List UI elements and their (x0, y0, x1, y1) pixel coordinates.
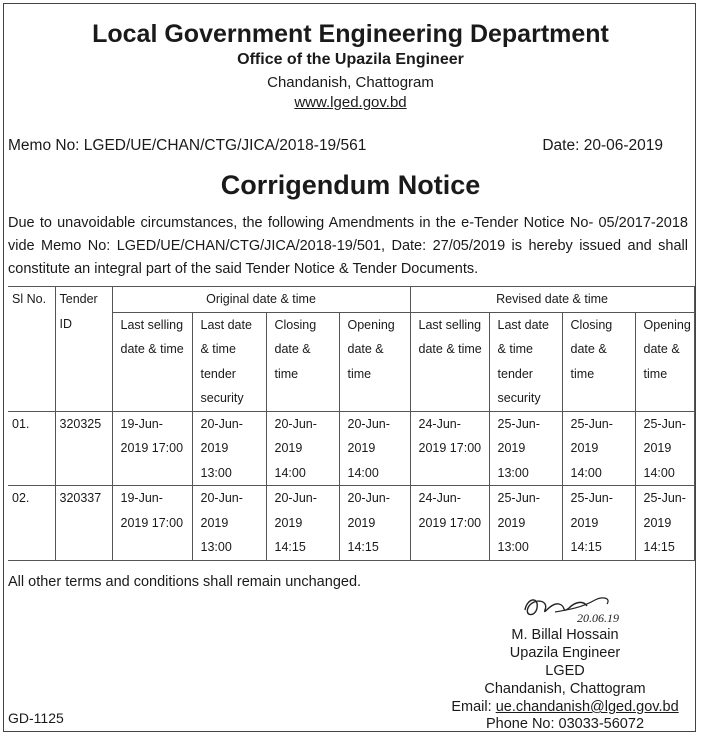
row-value: 25-Jun-2019 13:00 (489, 486, 562, 561)
header-tender-id: Tender ID (55, 287, 112, 412)
table-row (8, 411, 694, 486)
memo-number: Memo No: LGED/UE/CHAN/CTG/JICA/2018-19/561 (8, 137, 367, 154)
table-header-row (8, 287, 694, 313)
header-revised-group: Revised date & time (410, 287, 694, 313)
row-value: 25-Jun-2019 14:15 (635, 486, 694, 561)
row-value: 19-Jun-2019 17:00 (112, 486, 192, 561)
signer-email (440, 699, 690, 715)
row-value: 25-Jun-2019 14:00 (635, 411, 694, 486)
website-link[interactable]: www.lged.gov.bd (294, 94, 407, 111)
subheader-cell: Last date & time tender security (192, 312, 266, 411)
signer-name: M. Billal Hossain (511, 627, 619, 643)
row-value: 20-Jun-2019 14:15 (339, 486, 410, 561)
subheader-cell: Last selling date & time (410, 312, 489, 411)
signer-phone: Phone No: 03033-56072 (485, 716, 645, 732)
subheader-cell: Closing date & time (266, 312, 339, 411)
subheader-cell: Opening date & time (339, 312, 410, 411)
header-sl-no: Sl No. (8, 287, 55, 412)
signer-location: Chandanish, Chattogram (484, 681, 646, 697)
signer-designation: Upazila Engineer (509, 645, 621, 661)
notice-body: Due to unavoidable circumstances, the following Amendments in the e-Tender Notice No- 05/2017-2018 vide Memo No: LGED/UE/CHAN/CTG/JICA/2018-19/501, Date: 27/05/2019 is hereby issued and shall constitute an integral part of the said Tender Notice & Tender Documents. (8, 215, 688, 277)
subheader-cell: Last date & time tender security (489, 312, 562, 411)
footer-code: GD-1125 (8, 710, 64, 726)
office-address: Chandanish, Chattogram (267, 74, 434, 91)
subheader-cell: Last selling date & time (112, 312, 192, 411)
signer-org: LGED (545, 663, 585, 679)
row-value: 20-Jun-2019 13:00 (192, 486, 266, 561)
subheader-cell: Closing date & time (562, 312, 635, 411)
email-label: Email: (451, 699, 492, 715)
row-value: 24-Jun-2019 17:00 (410, 486, 489, 561)
terms-footnote: All other terms and conditions shall remain unchanged. (8, 574, 362, 590)
row-sl: 01. (8, 411, 55, 486)
amendment-table (8, 286, 695, 561)
header-original-group: Original date & time (112, 287, 410, 313)
email-link[interactable]: ue.chandanish@lged.gov.bd (495, 699, 679, 715)
row-tender-id: 320337 (55, 486, 112, 561)
row-value: 19-Jun-2019 17:00 (112, 411, 192, 486)
row-value: 25-Jun-2019 14:15 (562, 486, 635, 561)
row-value: 20-Jun-2019 14:00 (339, 411, 410, 486)
signature-date: 20.06.19 (577, 611, 619, 625)
row-value: 25-Jun-2019 14:00 (562, 411, 635, 486)
row-value: 24-Jun-2019 17:00 (410, 411, 489, 486)
row-value: 20-Jun-2019 13:00 (192, 411, 266, 486)
notice-title: Corrigendum Notice (220, 170, 481, 200)
handwritten-signature (515, 588, 645, 630)
row-value: 20-Jun-2019 14:00 (266, 411, 339, 486)
row-sl: 02. (8, 486, 55, 561)
table-row (8, 486, 694, 561)
row-value: 20-Jun-2019 14:15 (266, 486, 339, 561)
organization-name: Local Government Engineering Department (92, 20, 609, 48)
memo-date: Date: 20-06-2019 (542, 137, 663, 154)
subheader-cell: Opening date & time (635, 312, 694, 411)
row-value: 25-Jun-2019 13:00 (489, 411, 562, 486)
office-name: Office of the Upazila Engineer (237, 51, 464, 68)
row-tender-id: 320325 (55, 411, 112, 486)
